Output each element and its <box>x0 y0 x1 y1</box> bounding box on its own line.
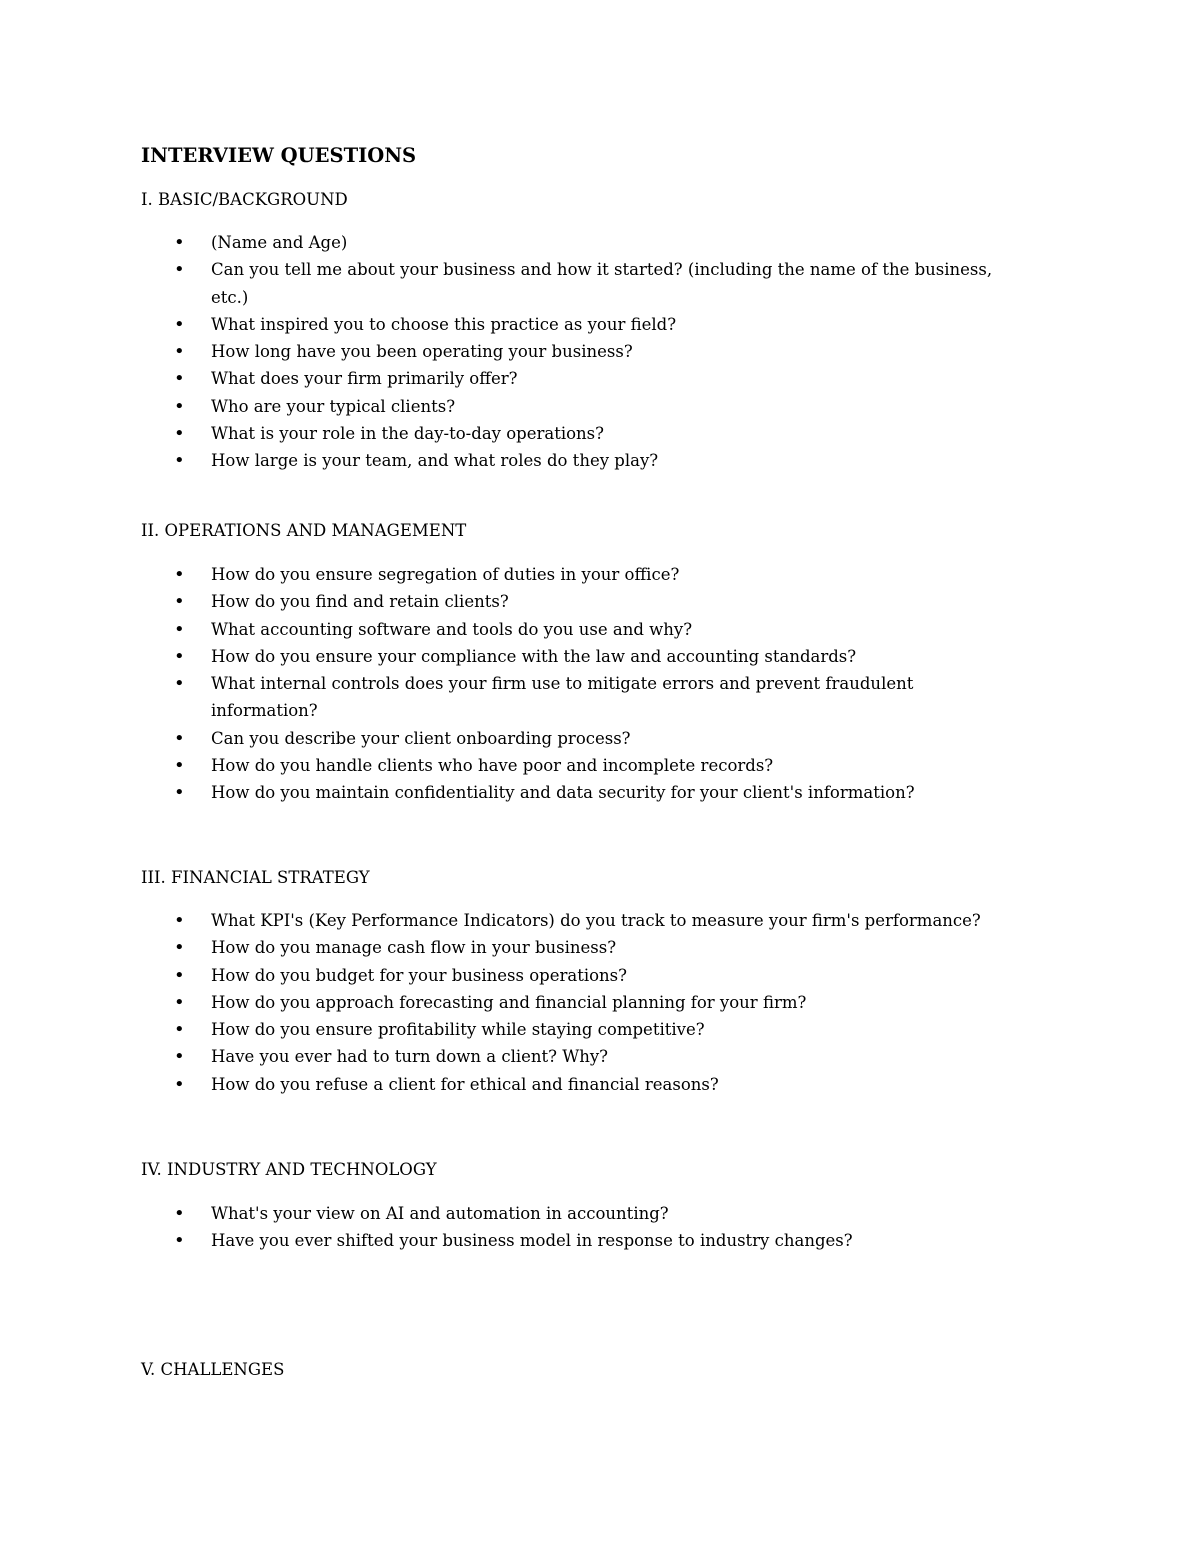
question-item: • (Name and Age) <box>0 229 1011 256</box>
question-item: • How do you handle clients who have poor and incomplete records? <box>0 752 1011 779</box>
bullet-icon: • <box>174 259 185 281</box>
question-list-basic-background <box>0 229 1011 475</box>
section-heading-industry-technology: IV. INDUSTRY AND TECHNOLOGY <box>141 1160 437 1179</box>
bullet-icon: • <box>174 1073 185 1095</box>
bullet-icon: • <box>174 368 185 390</box>
question-item: • What inspired you to choose this practice as your field? <box>0 311 1011 338</box>
bullet-icon: • <box>174 591 185 613</box>
question-item: • What's your view on AI and automation in accounting? <box>0 1200 1011 1227</box>
question-item: • How do you maintain confidentiality and data security for your client's information? <box>0 779 1071 806</box>
bullet-icon: • <box>174 1230 185 1252</box>
bullet-icon: • <box>174 395 185 417</box>
question-item: • How long have you been operating your business? <box>0 338 1011 365</box>
bullet-icon: • <box>174 727 185 749</box>
bullet-icon: • <box>174 232 185 253</box>
bullet-icon: • <box>174 937 185 959</box>
question-item: • What internal controls does your firm use to mitigate errors and prevent fraudulent information? <box>0 670 1011 725</box>
question-list-industry-technology <box>0 1200 1011 1255</box>
question-item: • How do you budget for your business operations? <box>0 962 1011 989</box>
question-item: • How do you ensure segregation of duties in your office? <box>0 561 1011 588</box>
question-item: • What does your firm primarily offer? <box>0 365 1011 392</box>
bullet-icon: • <box>174 645 185 667</box>
question-item: • How do you manage cash flow in your business? <box>0 934 1011 961</box>
section-heading-challenges: V. CHALLENGES <box>141 1360 285 1379</box>
question-item: • What is your role in the day-to-day operations? <box>0 420 1011 447</box>
question-item: • How do you find and retain clients? <box>0 588 1011 615</box>
bullet-icon: • <box>174 991 185 1013</box>
question-item: • Who are your typical clients? <box>0 393 1011 420</box>
bullet-icon: • <box>174 423 185 445</box>
bullet-icon: • <box>174 341 185 363</box>
question-list-operations-management <box>0 561 1071 807</box>
section-heading-financial-strategy: III. FINANCIAL STRATEGY <box>141 868 370 887</box>
question-item: • How do you approach forecasting and financial planning for your firm? <box>0 989 1011 1016</box>
section-heading-operations-management: II. OPERATIONS AND MANAGEMENT <box>141 521 467 540</box>
bullet-icon: • <box>174 618 185 640</box>
bullet-icon: • <box>174 1046 185 1068</box>
bullet-icon: • <box>174 1019 185 1041</box>
question-item: • How do you ensure profitability while staying competitive? <box>0 1016 1011 1043</box>
section-heading-basic-background: I. BASIC/BACKGROUND <box>141 190 348 209</box>
bullet-icon: • <box>174 564 185 585</box>
bullet-icon: • <box>174 782 185 804</box>
question-item: • How do you ensure your compliance with the law and accounting standards? <box>0 643 1011 670</box>
question-list-financial-strategy <box>0 907 1071 1098</box>
bullet-icon: • <box>174 1203 185 1224</box>
bullet-icon: • <box>174 673 185 695</box>
bullet-icon: • <box>174 755 185 777</box>
question-item: • Can you tell me about your business and how it started? (including the name of the business, etc.) <box>0 256 1011 311</box>
question-item: • What accounting software and tools do you use and why? <box>0 616 1011 643</box>
document-title: INTERVIEW QUESTIONS <box>141 144 417 167</box>
bullet-icon: • <box>174 313 185 335</box>
bullet-icon: • <box>174 964 185 986</box>
question-item: • Can you describe your client onboarding process? <box>0 725 1011 752</box>
question-item: • What KPI's (Key Performance Indicators) do you track to measure your firm's performance? <box>0 907 1071 934</box>
question-item: • Have you ever shifted your business model in response to industry changes? <box>0 1227 1011 1254</box>
question-item: • How do you refuse a client for ethical and financial reasons? <box>0 1071 1011 1098</box>
bullet-icon: • <box>174 450 185 472</box>
bullet-icon: • <box>174 910 185 931</box>
question-item: • How large is your team, and what roles do they play? <box>0 447 1011 474</box>
question-item: • Have you ever had to turn down a client? Why? <box>0 1043 1011 1070</box>
